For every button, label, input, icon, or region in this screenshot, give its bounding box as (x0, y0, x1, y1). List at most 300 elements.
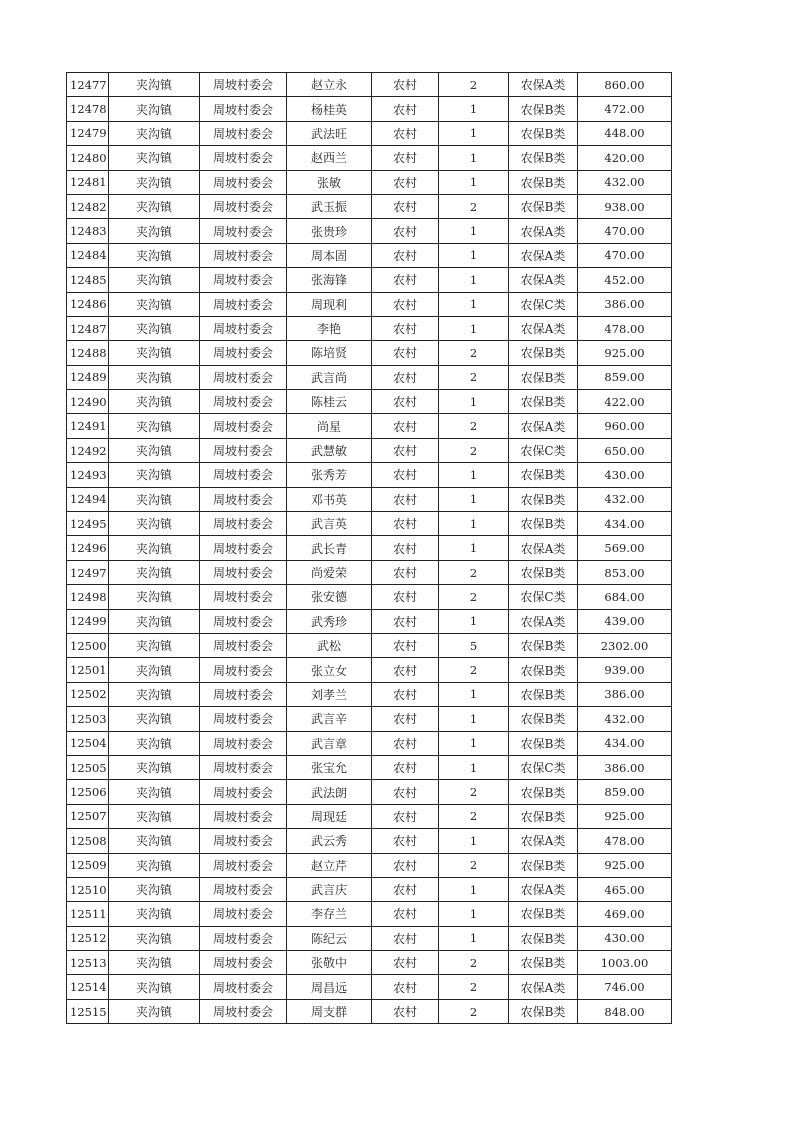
household-type-cell: 农村 (372, 97, 439, 121)
amount-cell: 569.00 (578, 536, 672, 560)
family-size-cell: 2 (439, 438, 509, 462)
village-committee-cell: 周坡村委会 (200, 73, 287, 97)
town-cell: 夹沟镇 (109, 487, 200, 511)
village-committee-cell: 周坡村委会 (200, 97, 287, 121)
table-row (67, 707, 672, 731)
family-size-cell: 2 (439, 414, 509, 438)
town-cell: 夹沟镇 (109, 902, 200, 926)
household-type-cell: 农村 (372, 975, 439, 999)
household-type-cell: 农村 (372, 999, 439, 1023)
name-cell: 李存兰 (287, 902, 372, 926)
record-id-cell: 12503 (67, 707, 109, 731)
village-committee-cell: 周坡村委会 (200, 341, 287, 365)
table-row (67, 731, 672, 755)
insurance-category-cell: 农保B类 (509, 365, 578, 389)
amount-cell: 478.00 (578, 829, 672, 853)
village-committee-cell: 周坡村委会 (200, 682, 287, 706)
town-cell: 夹沟镇 (109, 829, 200, 853)
name-cell: 刘孝兰 (287, 682, 372, 706)
name-cell: 武长青 (287, 536, 372, 560)
insurance-category-cell: 农保B类 (509, 707, 578, 731)
amount-cell: 472.00 (578, 97, 672, 121)
village-committee-cell: 周坡村委会 (200, 390, 287, 414)
village-committee-cell: 周坡村委会 (200, 219, 287, 243)
household-type-cell: 农村 (372, 292, 439, 316)
insurance-category-cell: 农保B类 (509, 682, 578, 706)
insurance-category-cell: 农保A类 (509, 975, 578, 999)
record-id-cell: 12488 (67, 341, 109, 365)
amount-cell: 684.00 (578, 585, 672, 609)
family-size-cell: 2 (439, 951, 509, 975)
village-committee-cell: 周坡村委会 (200, 804, 287, 828)
insurance-category-cell: 农保B类 (509, 999, 578, 1023)
household-type-cell: 农村 (372, 585, 439, 609)
household-type-cell: 农村 (372, 560, 439, 584)
village-committee-cell: 周坡村委会 (200, 731, 287, 755)
family-size-cell: 2 (439, 853, 509, 877)
name-cell: 李艳 (287, 316, 372, 340)
household-type-cell: 农村 (372, 268, 439, 292)
family-size-cell: 1 (439, 463, 509, 487)
household-type-cell: 农村 (372, 219, 439, 243)
village-committee-cell: 周坡村委会 (200, 926, 287, 950)
record-id-cell: 12483 (67, 219, 109, 243)
village-committee-cell: 周坡村委会 (200, 487, 287, 511)
amount-cell: 452.00 (578, 268, 672, 292)
amount-cell: 478.00 (578, 316, 672, 340)
village-committee-cell: 周坡村委会 (200, 560, 287, 584)
table-row (67, 560, 672, 584)
table-row (67, 170, 672, 194)
village-committee-cell: 周坡村委会 (200, 755, 287, 779)
record-id-cell: 12481 (67, 170, 109, 194)
table-row (67, 390, 672, 414)
table-row (67, 755, 672, 779)
amount-cell: 430.00 (578, 926, 672, 950)
village-committee-cell: 周坡村委会 (200, 194, 287, 218)
village-committee-cell: 周坡村委会 (200, 512, 287, 536)
town-cell: 夹沟镇 (109, 609, 200, 633)
table-row (67, 804, 672, 828)
town-cell: 夹沟镇 (109, 390, 200, 414)
family-size-cell: 1 (439, 268, 509, 292)
village-committee-cell: 周坡村委会 (200, 829, 287, 853)
household-type-cell: 农村 (372, 902, 439, 926)
town-cell: 夹沟镇 (109, 951, 200, 975)
name-cell: 赵立永 (287, 73, 372, 97)
name-cell: 赵立芹 (287, 853, 372, 877)
name-cell: 武云秀 (287, 829, 372, 853)
name-cell: 武言英 (287, 512, 372, 536)
record-id-cell: 12479 (67, 121, 109, 145)
insurance-category-cell: 农保B类 (509, 390, 578, 414)
amount-cell: 432.00 (578, 487, 672, 511)
village-committee-cell: 周坡村委会 (200, 877, 287, 901)
record-id-cell: 12485 (67, 268, 109, 292)
name-cell: 陈桂云 (287, 390, 372, 414)
table-row (67, 829, 672, 853)
insurance-category-cell: 农保B类 (509, 853, 578, 877)
family-size-cell: 2 (439, 804, 509, 828)
town-cell: 夹沟镇 (109, 585, 200, 609)
amount-cell: 386.00 (578, 755, 672, 779)
household-type-cell: 农村 (372, 829, 439, 853)
name-cell: 张宝允 (287, 755, 372, 779)
insurance-category-cell: 农保B类 (509, 902, 578, 926)
insurance-category-cell: 农保B类 (509, 512, 578, 536)
table-row (67, 243, 672, 267)
table-row (67, 414, 672, 438)
record-id-cell: 12514 (67, 975, 109, 999)
table-row (67, 121, 672, 145)
name-cell: 陈培贤 (287, 341, 372, 365)
name-cell: 武松 (287, 633, 372, 657)
household-type-cell: 农村 (372, 194, 439, 218)
name-cell: 武言辛 (287, 707, 372, 731)
family-size-cell: 1 (439, 487, 509, 511)
name-cell: 周昌远 (287, 975, 372, 999)
record-id-cell: 12500 (67, 633, 109, 657)
household-type-cell: 农村 (372, 170, 439, 194)
record-id-cell: 12499 (67, 609, 109, 633)
insurance-category-cell: 农保B类 (509, 731, 578, 755)
family-size-cell: 1 (439, 219, 509, 243)
amount-cell: 439.00 (578, 609, 672, 633)
town-cell: 夹沟镇 (109, 755, 200, 779)
town-cell: 夹沟镇 (109, 926, 200, 950)
household-type-cell: 农村 (372, 682, 439, 706)
family-size-cell: 1 (439, 707, 509, 731)
family-size-cell: 1 (439, 877, 509, 901)
record-id-cell: 12512 (67, 926, 109, 950)
family-size-cell: 2 (439, 194, 509, 218)
town-cell: 夹沟镇 (109, 463, 200, 487)
town-cell: 夹沟镇 (109, 219, 200, 243)
record-id-cell: 12491 (67, 414, 109, 438)
table-row (67, 487, 672, 511)
insurance-category-cell: 农保A类 (509, 609, 578, 633)
name-cell: 杨桂英 (287, 97, 372, 121)
town-cell: 夹沟镇 (109, 780, 200, 804)
amount-cell: 925.00 (578, 853, 672, 877)
household-type-cell: 农村 (372, 73, 439, 97)
amount-cell: 853.00 (578, 560, 672, 584)
table-row (67, 658, 672, 682)
table-row (67, 73, 672, 97)
insurance-category-cell: 农保A类 (509, 243, 578, 267)
record-id-cell: 12508 (67, 829, 109, 853)
household-type-cell: 农村 (372, 658, 439, 682)
record-id-cell: 12477 (67, 73, 109, 97)
family-size-cell: 2 (439, 560, 509, 584)
table-row (67, 853, 672, 877)
table-row (67, 97, 672, 121)
name-cell: 武慧敏 (287, 438, 372, 462)
record-id-cell: 12490 (67, 390, 109, 414)
table-row (67, 194, 672, 218)
name-cell: 张安德 (287, 585, 372, 609)
table-row (67, 585, 672, 609)
village-committee-cell: 周坡村委会 (200, 999, 287, 1023)
record-id-cell: 12487 (67, 316, 109, 340)
record-id-cell: 12510 (67, 877, 109, 901)
name-cell: 武秀珍 (287, 609, 372, 633)
record-id-cell: 12494 (67, 487, 109, 511)
family-size-cell: 2 (439, 999, 509, 1023)
record-id-cell: 12489 (67, 365, 109, 389)
town-cell: 夹沟镇 (109, 97, 200, 121)
household-type-cell: 农村 (372, 755, 439, 779)
insurance-category-cell: 农保A类 (509, 219, 578, 243)
record-id-cell: 12496 (67, 536, 109, 560)
table-row (67, 268, 672, 292)
family-size-cell: 1 (439, 829, 509, 853)
table-row (67, 536, 672, 560)
village-committee-cell: 周坡村委会 (200, 609, 287, 633)
household-type-cell: 农村 (372, 243, 439, 267)
record-id-cell: 12478 (67, 97, 109, 121)
village-committee-cell: 周坡村委会 (200, 585, 287, 609)
table-row (67, 146, 672, 170)
record-id-cell: 12515 (67, 999, 109, 1023)
insurance-category-cell: 农保B类 (509, 341, 578, 365)
name-cell: 尚星 (287, 414, 372, 438)
amount-cell: 1003.00 (578, 951, 672, 975)
table-row (67, 609, 672, 633)
village-committee-cell: 周坡村委会 (200, 780, 287, 804)
household-type-cell: 农村 (372, 804, 439, 828)
amount-cell: 859.00 (578, 780, 672, 804)
insurance-category-cell: 农保B类 (509, 194, 578, 218)
record-id-cell: 12506 (67, 780, 109, 804)
household-type-cell: 农村 (372, 536, 439, 560)
village-committee-cell: 周坡村委会 (200, 365, 287, 389)
record-id-cell: 12480 (67, 146, 109, 170)
village-committee-cell: 周坡村委会 (200, 951, 287, 975)
insurance-category-cell: 农保B类 (509, 121, 578, 145)
village-committee-cell: 周坡村委会 (200, 853, 287, 877)
table-row (67, 365, 672, 389)
household-type-cell: 农村 (372, 853, 439, 877)
household-type-cell: 农村 (372, 731, 439, 755)
insurance-category-cell: 农保A类 (509, 316, 578, 340)
town-cell: 夹沟镇 (109, 438, 200, 462)
town-cell: 夹沟镇 (109, 682, 200, 706)
amount-cell: 925.00 (578, 804, 672, 828)
table-row (67, 682, 672, 706)
household-type-cell: 农村 (372, 951, 439, 975)
family-size-cell: 1 (439, 902, 509, 926)
household-type-cell: 农村 (372, 877, 439, 901)
insurance-category-cell: 农保B类 (509, 926, 578, 950)
record-id-cell: 12482 (67, 194, 109, 218)
village-committee-cell: 周坡村委会 (200, 292, 287, 316)
amount-cell: 860.00 (578, 73, 672, 97)
household-type-cell: 农村 (372, 414, 439, 438)
family-size-cell: 1 (439, 731, 509, 755)
household-type-cell: 农村 (372, 365, 439, 389)
table-row (67, 512, 672, 536)
record-id-cell: 12513 (67, 951, 109, 975)
family-size-cell: 1 (439, 512, 509, 536)
name-cell: 邓书英 (287, 487, 372, 511)
family-size-cell: 1 (439, 316, 509, 340)
family-size-cell: 2 (439, 975, 509, 999)
table-row (67, 316, 672, 340)
village-committee-cell: 周坡村委会 (200, 707, 287, 731)
family-size-cell: 2 (439, 341, 509, 365)
amount-cell: 434.00 (578, 731, 672, 755)
household-type-cell: 农村 (372, 609, 439, 633)
insurance-category-cell: 农保A类 (509, 73, 578, 97)
name-cell: 武言章 (287, 731, 372, 755)
record-id-cell: 12501 (67, 658, 109, 682)
insurance-category-cell: 农保B类 (509, 97, 578, 121)
town-cell: 夹沟镇 (109, 316, 200, 340)
insurance-category-cell: 农保C类 (509, 292, 578, 316)
family-size-cell: 2 (439, 658, 509, 682)
insurance-category-cell: 农保C类 (509, 585, 578, 609)
town-cell: 夹沟镇 (109, 560, 200, 584)
record-id-cell: 12505 (67, 755, 109, 779)
amount-cell: 430.00 (578, 463, 672, 487)
name-cell: 陈纪云 (287, 926, 372, 950)
table-row (67, 219, 672, 243)
town-cell: 夹沟镇 (109, 658, 200, 682)
amount-cell: 960.00 (578, 414, 672, 438)
record-id-cell: 12484 (67, 243, 109, 267)
name-cell: 赵西兰 (287, 146, 372, 170)
town-cell: 夹沟镇 (109, 194, 200, 218)
insurance-category-cell: 农保A类 (509, 877, 578, 901)
insurance-category-cell: 农保A类 (509, 536, 578, 560)
town-cell: 夹沟镇 (109, 731, 200, 755)
family-size-cell: 2 (439, 73, 509, 97)
town-cell: 夹沟镇 (109, 341, 200, 365)
amount-cell: 859.00 (578, 365, 672, 389)
table-row (67, 951, 672, 975)
insurance-category-cell: 农保C类 (509, 438, 578, 462)
village-committee-cell: 周坡村委会 (200, 658, 287, 682)
name-cell: 张海锋 (287, 268, 372, 292)
name-cell: 张秀芳 (287, 463, 372, 487)
records-table (66, 72, 672, 1024)
amount-cell: 422.00 (578, 390, 672, 414)
town-cell: 夹沟镇 (109, 146, 200, 170)
household-type-cell: 农村 (372, 390, 439, 414)
town-cell: 夹沟镇 (109, 414, 200, 438)
table-row (67, 877, 672, 901)
village-committee-cell: 周坡村委会 (200, 146, 287, 170)
insurance-category-cell: 农保A类 (509, 829, 578, 853)
household-type-cell: 农村 (372, 341, 439, 365)
town-cell: 夹沟镇 (109, 243, 200, 267)
insurance-category-cell: 农保C类 (509, 755, 578, 779)
table-row (67, 341, 672, 365)
village-committee-cell: 周坡村委会 (200, 438, 287, 462)
record-id-cell: 12507 (67, 804, 109, 828)
insurance-category-cell: 农保B类 (509, 658, 578, 682)
town-cell: 夹沟镇 (109, 853, 200, 877)
town-cell: 夹沟镇 (109, 633, 200, 657)
record-id-cell: 12509 (67, 853, 109, 877)
family-size-cell: 1 (439, 755, 509, 779)
family-size-cell: 2 (439, 780, 509, 804)
name-cell: 周本固 (287, 243, 372, 267)
town-cell: 夹沟镇 (109, 804, 200, 828)
name-cell: 武言尚 (287, 365, 372, 389)
insurance-category-cell: 农保B类 (509, 487, 578, 511)
record-id-cell: 12497 (67, 560, 109, 584)
record-id-cell: 12511 (67, 902, 109, 926)
insurance-category-cell: 农保B类 (509, 780, 578, 804)
table-row (67, 463, 672, 487)
village-committee-cell: 周坡村委会 (200, 902, 287, 926)
family-size-cell: 1 (439, 97, 509, 121)
family-size-cell: 1 (439, 390, 509, 414)
amount-cell: 432.00 (578, 170, 672, 194)
amount-cell: 650.00 (578, 438, 672, 462)
household-type-cell: 农村 (372, 707, 439, 731)
town-cell: 夹沟镇 (109, 512, 200, 536)
household-type-cell: 农村 (372, 926, 439, 950)
family-size-cell: 1 (439, 682, 509, 706)
family-size-cell: 1 (439, 146, 509, 170)
table-body (67, 73, 672, 1024)
family-size-cell: 1 (439, 243, 509, 267)
name-cell: 周支群 (287, 999, 372, 1023)
record-id-cell: 12495 (67, 512, 109, 536)
town-cell: 夹沟镇 (109, 877, 200, 901)
town-cell: 夹沟镇 (109, 73, 200, 97)
village-committee-cell: 周坡村委会 (200, 536, 287, 560)
name-cell: 张贵珍 (287, 219, 372, 243)
name-cell: 武言庆 (287, 877, 372, 901)
household-type-cell: 农村 (372, 146, 439, 170)
town-cell: 夹沟镇 (109, 170, 200, 194)
name-cell: 张敬中 (287, 951, 372, 975)
insurance-category-cell: 农保B类 (509, 146, 578, 170)
amount-cell: 465.00 (578, 877, 672, 901)
town-cell: 夹沟镇 (109, 292, 200, 316)
household-type-cell: 农村 (372, 512, 439, 536)
table-row (67, 926, 672, 950)
village-committee-cell: 周坡村委会 (200, 316, 287, 340)
amount-cell: 434.00 (578, 512, 672, 536)
amount-cell: 470.00 (578, 219, 672, 243)
household-type-cell: 农村 (372, 463, 439, 487)
insurance-category-cell: 农保B类 (509, 560, 578, 584)
family-size-cell: 1 (439, 536, 509, 560)
name-cell: 武法朗 (287, 780, 372, 804)
name-cell: 尚爱荣 (287, 560, 372, 584)
table-row (67, 633, 672, 657)
amount-cell: 386.00 (578, 292, 672, 316)
village-committee-cell: 周坡村委会 (200, 414, 287, 438)
name-cell: 武法旺 (287, 121, 372, 145)
table-row (67, 999, 672, 1023)
amount-cell: 420.00 (578, 146, 672, 170)
town-cell: 夹沟镇 (109, 975, 200, 999)
village-committee-cell: 周坡村委会 (200, 463, 287, 487)
family-size-cell: 1 (439, 292, 509, 316)
village-committee-cell: 周坡村委会 (200, 975, 287, 999)
name-cell: 张敏 (287, 170, 372, 194)
amount-cell: 470.00 (578, 243, 672, 267)
family-size-cell: 1 (439, 121, 509, 145)
insurance-category-cell: 农保A类 (509, 268, 578, 292)
name-cell: 周现利 (287, 292, 372, 316)
